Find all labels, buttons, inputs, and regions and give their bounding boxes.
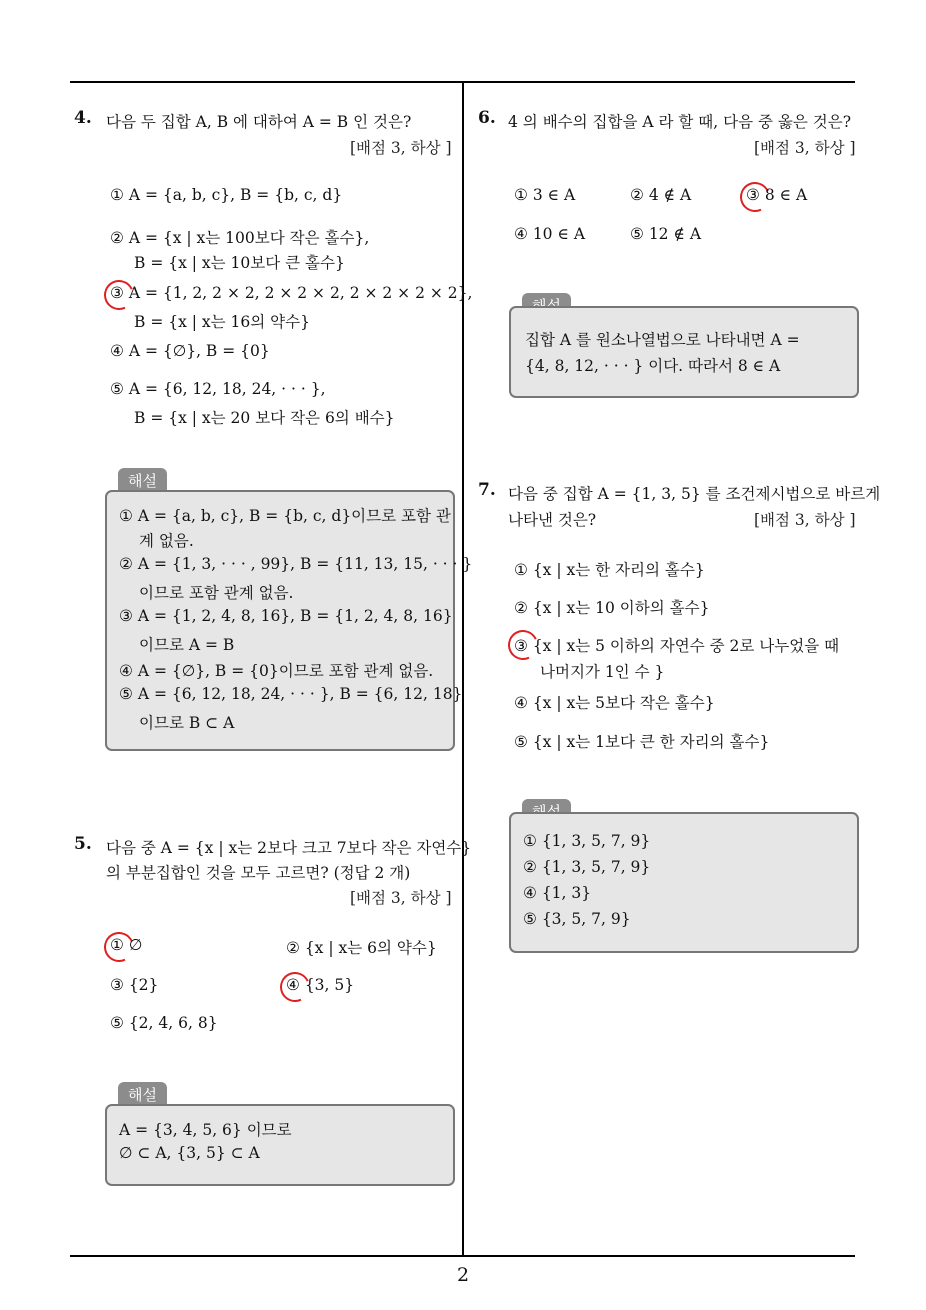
q7-solution-box [509,812,859,953]
q5-option-5[interactable]: ⑤ {2, 4, 6, 8} [110,1014,218,1032]
q7-option-4[interactable]: ④ {x | x는 5보다 작은 홀수} [514,694,715,712]
q4-option-3-cont: B = {x | x는 16의 약수} [134,313,310,331]
bottom-rule [70,1255,855,1257]
q4-sol-line: ⑤ A = {6, 12, 18, 24, · · · }, B = {6, 12, 18} [119,685,463,703]
q7-sol-line: ② {1, 3, 5, 7, 9} [523,858,651,876]
q5-sol-line: A = {3, 4, 5, 6} 이므로 [119,1121,292,1139]
q6-sol-line: {4, 8, 12, · · · } 이다. 따라서 8 ∈ A [525,357,781,375]
q5-sol-line: ∅ ⊂ A, {3, 5} ⊂ A [119,1144,260,1162]
q7-stem-line2: 나타낸 것은? [508,511,597,529]
q4-sol-line: ② A = {1, 3, · · · , 99}, B = {11, 13, 15, · · · } [119,555,473,573]
q5-solution-box [105,1104,455,1186]
q5-meta: [배점 3, 하상 ] [350,889,452,907]
q6-option-4[interactable]: ④ 10 ∈ A [514,225,586,243]
q7-option-2[interactable]: ② {x | x는 10 이하의 홀수} [514,599,710,617]
q4-meta: [배점 3, 하상 ] [350,139,452,157]
q7-option-5[interactable]: ⑤ {x | x는 1보다 큰 한 자리의 홀수} [514,733,770,751]
q6-option-3[interactable]: ③ 8 ∈ A [746,186,808,204]
q4-sol-line: 이므로 B ⊂ A [139,714,235,732]
q7-option-1[interactable]: ① {x | x는 한 자리의 홀수} [514,561,705,579]
q5-option-1[interactable]: ① ∅ [110,936,143,954]
q4-option-5[interactable]: ⑤ A = {6, 12, 18, 24, · · · }, [110,380,326,398]
q4-sol-line: ① A = {a, b, c}, B = {b, c, d}이므로 포함 관 [119,507,451,525]
q7-meta: [배점 3, 하상 ] [754,511,856,529]
q5-number: 5. [74,834,92,854]
q4-option-2[interactable]: ② A = {x | x는 100보다 작은 홀수}, [110,229,370,247]
q5-solution-tab: 해설 [118,1082,167,1109]
q4-number: 4. [74,108,92,128]
q6-number: 6. [478,108,496,128]
q4-option-5-cont: B = {x | x는 20 보다 작은 6의 배수} [134,409,395,427]
q6-meta: [배점 3, 하상 ] [754,139,856,157]
q7-option-3-cont: 나머지가 1인 수 } [540,663,665,681]
q7-sol-line: ⑤ {3, 5, 7, 9} [523,910,631,928]
q4-option-2-cont: B = {x | x는 10보다 큰 홀수} [134,254,345,272]
q4-solution-tab: 해설 [118,468,167,495]
q7-number: 7. [478,480,496,500]
q4-solution-box [105,490,473,751]
q7-sol-line: ① {1, 3, 5, 7, 9} [523,832,651,850]
q4-sol-line: 이므로 포함 관계 없음. [139,584,294,602]
q6-stem: 4 의 배수의 집합을 A 라 할 때, 다음 중 옳은 것은? [508,113,852,131]
q6-option-1[interactable]: ① 3 ∈ A [514,186,576,204]
q5-option-4[interactable]: ④ {3, 5} [286,976,355,994]
q4-option-3[interactable]: ③ A = {1, 2, 2 × 2, 2 × 2 × 2, 2 × 2 × 2 × 2}, [110,284,473,302]
q6-sol-line: 집합 A 를 원소나열법으로 나타내면 A = [525,331,800,349]
column-divider [462,81,464,1257]
page-number: 2 [456,1264,470,1286]
q6-option-5[interactable]: ⑤ 12 ∉ A [630,225,702,243]
q6-solution-box [509,306,859,398]
q7-option-3[interactable]: ③ {x | x는 5 이하의 자연수 중 2로 나누었을 때 [514,637,840,655]
q7-stem-line1: 다음 중 집합 A = {1, 3, 5} 를 조건제시법으로 바르게 [508,485,881,503]
q4-sol-line: 계 없음. [139,532,194,550]
q7-sol-line: ④ {1, 3} [523,884,592,902]
q5-stem-line2: 의 부분집합인 것을 모두 고르면? (정답 2 개) [106,864,411,882]
q4-sol-line: ④ A = {∅}, B = {0}이므로 포함 관계 없음. [119,662,434,680]
q4-stem: 다음 두 집합 A, B 에 대하여 A = B 인 것은? [106,113,412,131]
q6-option-2[interactable]: ② 4 ∉ A [630,186,692,204]
q5-option-2[interactable]: ② {x | x는 6의 약수} [286,939,437,957]
q5-option-3[interactable]: ③ {2} [110,976,159,994]
q4-option-4[interactable]: ④ A = {∅}, B = {0} [110,342,270,360]
q5-stem-line1: 다음 중 A = {x | x는 2보다 크고 7보다 작은 자연수} [106,839,472,857]
q4-option-1[interactable]: ① A = {a, b, c}, B = {b, c, d} [110,186,343,204]
q4-sol-line: 이므로 A = B [139,636,235,654]
q4-sol-line: ③ A = {1, 2, 4, 8, 16}, B = {1, 2, 4, 8, 16} [119,607,453,625]
